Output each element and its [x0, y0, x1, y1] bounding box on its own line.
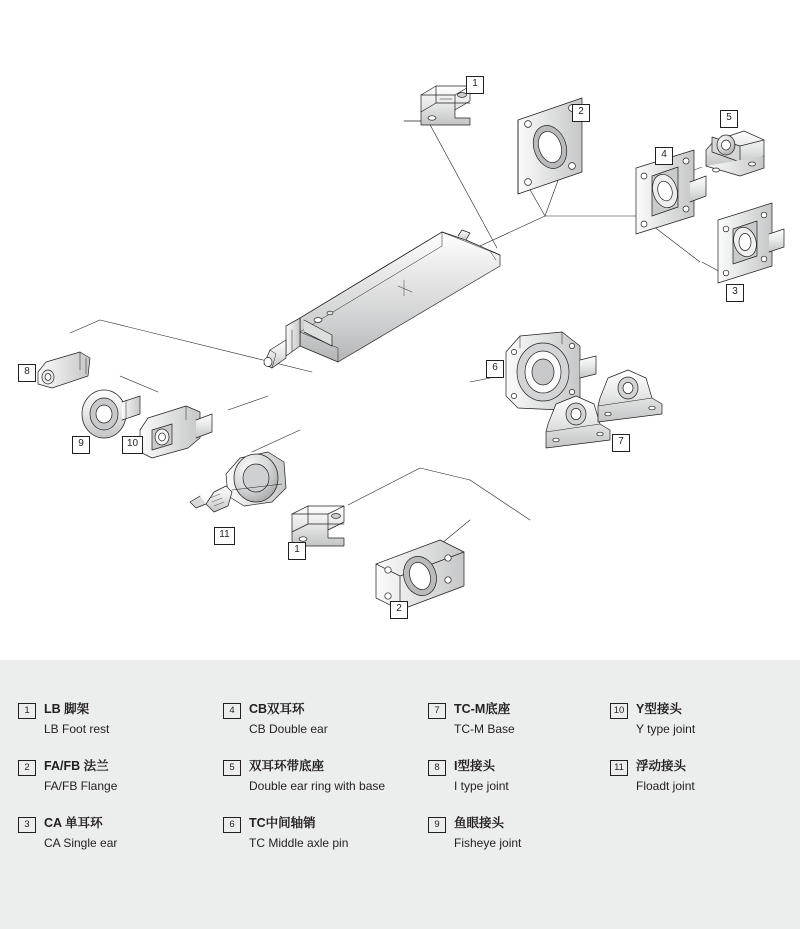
legend-item-empty [610, 816, 782, 873]
legend-label-cn: FA/FB 法兰 [44, 759, 109, 773]
legend-label-cn: TC-M底座 [454, 702, 511, 716]
callout-9 [72, 436, 90, 454]
callout-1-bottom [288, 542, 306, 560]
legend-number-badge: 2 [18, 760, 36, 776]
callout-10 [122, 436, 143, 454]
callout-label: 1 [472, 78, 478, 89]
legend-label-en: CA Single ear [44, 836, 118, 850]
callout-label: 8 [24, 366, 30, 377]
legend-item-2 [18, 759, 223, 816]
legend-label-en: Double ear ring with base [249, 779, 386, 793]
callout-2-bottom [390, 601, 408, 619]
legend-label-cn: LB 脚架 [44, 702, 90, 716]
legend-item-11 [610, 759, 782, 816]
callout-8 [18, 364, 36, 382]
legend-panel [0, 660, 800, 929]
legend-number-badge: 10 [610, 703, 628, 719]
legend-item-4 [223, 702, 428, 759]
callout-label: 3 [732, 286, 738, 297]
legend-label-en: CB Double ear [249, 722, 328, 736]
legend-number-badge: 1 [18, 703, 36, 719]
callout-label: 2 [396, 603, 402, 614]
legend-label-en: TC-M Base [454, 722, 515, 736]
legend-number-badge: 6 [223, 817, 241, 833]
callout-label: 11 [219, 529, 230, 540]
legend-label-cn: I型接头 [454, 759, 495, 773]
legend-label-cn: 双耳环带底座 [249, 759, 325, 773]
legend-grid [18, 702, 782, 873]
legend-number-badge: 7 [428, 703, 446, 719]
legend-item-3 [18, 816, 223, 873]
legend-item-10 [610, 702, 782, 759]
legend-label-en: Y type joint [636, 722, 696, 736]
legend-item-5 [223, 759, 428, 816]
callout-7 [612, 434, 630, 452]
legend-number-badge: 11 [610, 760, 628, 776]
legend-label-en: Fisheye joint [454, 836, 522, 850]
callout-6 [486, 360, 504, 378]
legend-label-cn: 鱼眼接头 [454, 816, 505, 830]
callout-label: 1 [294, 544, 300, 555]
legend-number-badge: 5 [223, 760, 241, 776]
legend-number-badge: 3 [18, 817, 36, 833]
legend-item-6 [223, 816, 428, 873]
legend-label-en: I type joint [454, 779, 509, 793]
legend-item-8 [428, 759, 610, 816]
callout-11 [214, 527, 235, 545]
callout-5 [720, 110, 738, 128]
callout-label: 7 [618, 436, 624, 447]
callout-3 [726, 284, 744, 302]
legend-label-cn: CA 单耳环 [44, 816, 103, 830]
legend-item-9 [428, 816, 610, 873]
legend-label-cn: Y型接头 [636, 702, 682, 716]
callout-label: 4 [661, 149, 667, 160]
callout-2-top [572, 104, 590, 122]
legend-label-en: TC Middle axle pin [249, 836, 349, 850]
legend-item-1 [18, 702, 223, 759]
legend-item-7 [428, 702, 610, 759]
callout-label: 9 [78, 438, 84, 449]
legend-number-badge: 4 [223, 703, 241, 719]
callout-label: 2 [578, 106, 584, 117]
legend-label-cn: TC中间轴销 [249, 816, 316, 830]
callout-label: 6 [492, 362, 498, 373]
callout-1-top [466, 76, 484, 94]
legend-label-en: LB Foot rest [44, 722, 110, 736]
legend-label-en: FA/FB Flange [44, 779, 118, 793]
callout-label: 5 [726, 112, 732, 123]
legend-number-badge: 9 [428, 817, 446, 833]
legend-label-cn: CB双耳环 [249, 702, 305, 716]
legend-label-en: Floadt joint [636, 779, 695, 793]
callout-4 [655, 147, 673, 165]
callout-label: 10 [126, 438, 139, 449]
legend-label-cn: 浮动接头 [636, 759, 687, 773]
legend-number-badge: 8 [428, 760, 446, 776]
